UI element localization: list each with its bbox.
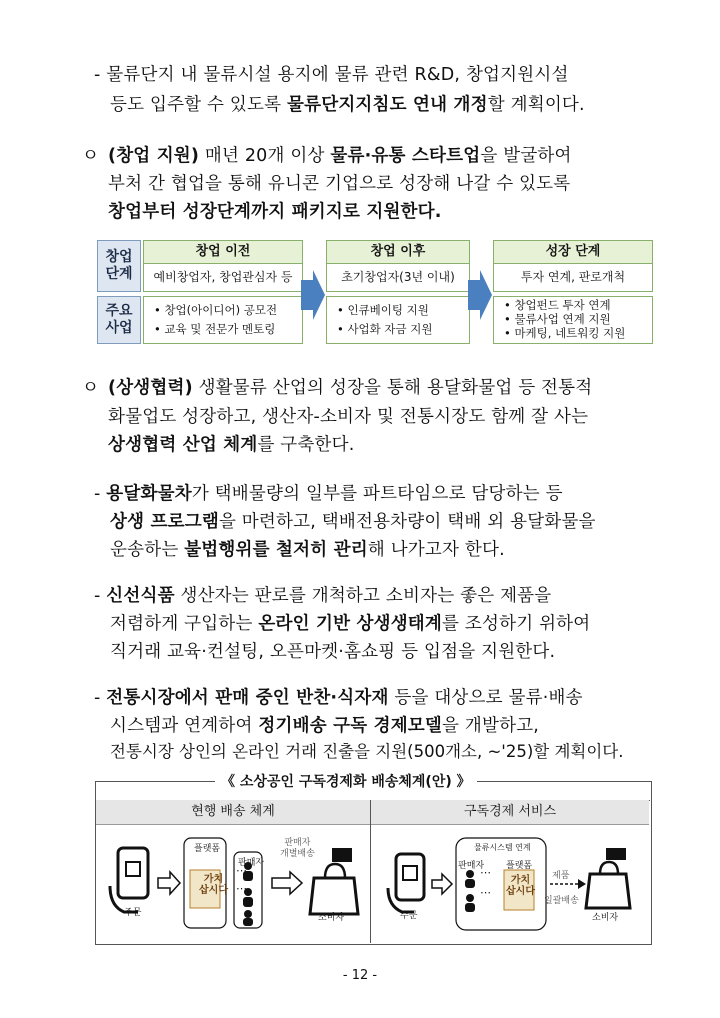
phone-order-icon [388, 854, 424, 912]
arrow-right-icon [272, 872, 302, 894]
stage-pre-startup [143, 240, 303, 292]
platform-label: 플랫폼 [194, 844, 221, 854]
diagram-title: 《 소상공인 구독경제화 배송체계(안) 》 [215, 771, 477, 791]
market-logo-text: 가치 삽시다 [506, 875, 535, 897]
arrow-right-icon [432, 874, 452, 894]
stage-growth-programs: • 창업펀드 투자 연계 • 물류사업 연계 지원 • 마케팅, 네트워킹 지원 [493, 296, 653, 344]
product-label: 제품 [552, 871, 570, 881]
platform-label: 플랫폼 [506, 861, 533, 871]
stage-title: 창업 이전 [144, 241, 302, 264]
consumer-label: 소비자 [592, 913, 619, 923]
stage-title: 성장 단계 [494, 241, 652, 264]
row-header-stage: 창업 단계 [97, 240, 141, 292]
individual-delivery-note: 판매자 개별배송 [280, 838, 315, 859]
order-label: 주문 [400, 911, 418, 921]
stage-target: 초기창업자(3년 이내) [341, 270, 455, 284]
right-panel-header: 구독경제 서비스 [371, 800, 649, 825]
row-header-program: 주요 사업 [97, 296, 141, 344]
stage-target: 투자 연계, 판로개척 [520, 270, 626, 284]
shopping-bag-icon [310, 848, 358, 914]
bullet-mark: ㅇ [82, 146, 100, 166]
shopping-bag-icon [586, 848, 630, 908]
stage-target: 예비창업자, 창업관심자 등 [153, 270, 293, 284]
left-panel-illustration [100, 826, 366, 941]
bullet-mark: ㅇ [82, 378, 100, 398]
consumer-label: 소비자 [318, 913, 345, 923]
seller-label: 판매자 [458, 861, 485, 871]
stage-post-startup-programs: • 인큐베이팅 지원 • 사업화 자금 지원 [326, 296, 470, 344]
stage-pre-startup-programs: • 창업(아이디어) 공모전 • 교육 및 전문가 멘토링 [143, 296, 303, 344]
left-panel-header: 현행 배송 체계 [96, 800, 370, 825]
market-logo-text: 가치 삽시다 [199, 874, 228, 896]
stage-growth [493, 240, 653, 292]
stage-post-startup [326, 240, 470, 292]
arrow-right-icon [468, 270, 492, 320]
phone-order-icon [110, 848, 148, 912]
page-number: - 12 - [342, 968, 378, 983]
arrow-right-icon [158, 872, 180, 894]
arrow-right-icon [301, 270, 325, 320]
seller-label: 판매자 [238, 858, 265, 868]
linkage-label: 물류시스템 연계 [474, 843, 531, 852]
order-label: 주문 [124, 908, 142, 918]
stage-title: 창업 이후 [327, 241, 469, 264]
bulk-delivery-label: 일괄배송 [544, 896, 579, 906]
